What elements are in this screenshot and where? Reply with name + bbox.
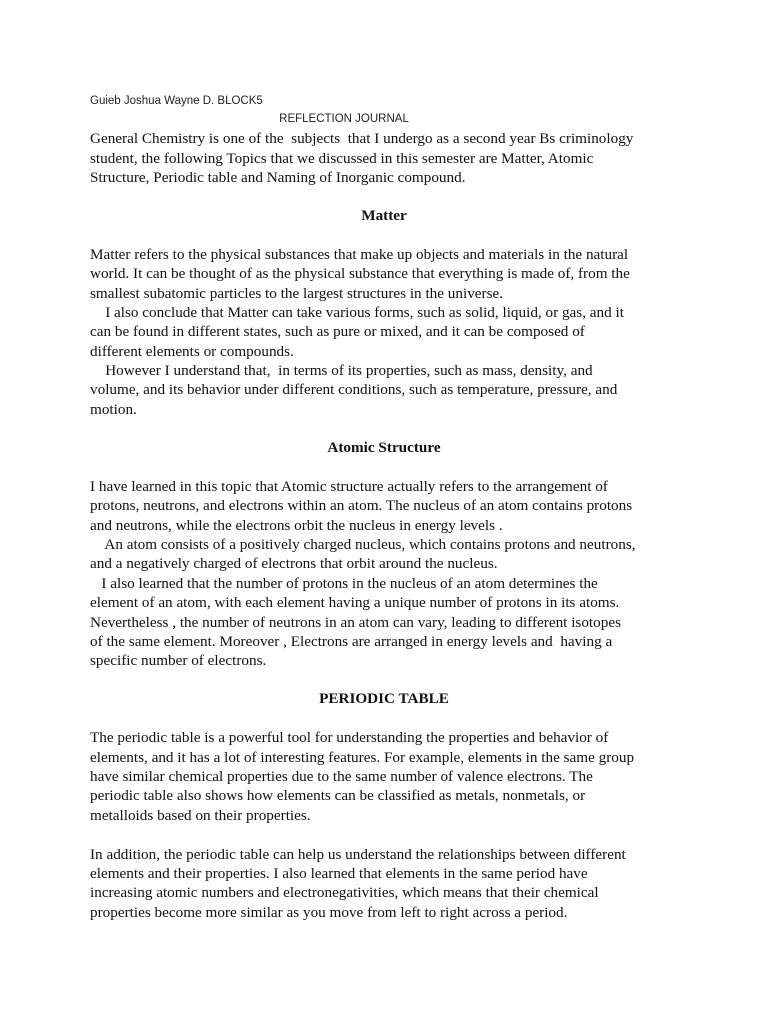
section-heading-atomic-structure: Atomic Structure	[327, 439, 441, 456]
paragraph-line: world. It can be thought of as the physical substance that everything is made of, from the	[90, 265, 630, 282]
paragraph-line: periodic table also shows how elements can be classified as metals, nonmetals, or	[90, 787, 586, 804]
paragraph-line: protons, neutrons, and electrons within an atom. The nucleus of an atom contains protons	[90, 497, 633, 514]
paragraph-line: Matter refers to the physical substances that make up objects and materials in the natural	[90, 246, 629, 263]
document-subtitle: REFLECTION JOURNAL	[279, 113, 409, 125]
section-heading-matter: Matter	[361, 207, 407, 224]
paragraph-line: of the same element. Moreover , Electrons are arranged in energy levels and having a	[90, 633, 613, 650]
intro-line: Structure, Periodic table and Naming of Inorganic compound.	[90, 169, 466, 186]
paragraph-line: elements, and it has a lot of interesting features. For example, elements in the same group	[90, 749, 635, 766]
paragraph-line: and a negatively charged of electrons that orbit around the nucleus.	[90, 555, 498, 572]
paragraph-line: smallest subatomic particles to the largest structures in the universe.	[90, 285, 504, 302]
paragraph-line: I have learned in this topic that Atomic structure actually refers to the arrangement of	[90, 478, 608, 495]
author-line: Guieb Joshua Wayne D. BLOCK5	[90, 95, 263, 107]
paragraph-line: specific number of electrons.	[90, 652, 267, 669]
intro-line: General Chemistry is one of the subjects that I undergo as a second year Bs criminology	[90, 130, 634, 147]
paragraph-line: The periodic table is a powerful tool for understanding the properties and behavior of	[90, 729, 609, 746]
paragraph-line: volume, and its behavior under different conditions, such as temperature, pressure, and	[90, 381, 618, 398]
paragraph-line: motion.	[90, 401, 137, 418]
paragraph-line: different elements or compounds.	[90, 343, 294, 360]
paragraph-line: increasing atomic numbers and electronegativities, which means that their chemical	[90, 884, 599, 901]
paragraph-line: metalloids based on their properties.	[90, 807, 311, 824]
paragraph-line: However I understand that, in terms of its properties, such as mass, density, and	[90, 362, 593, 379]
paragraph-line: properties become more similar as you move from left to right across a period.	[90, 904, 568, 921]
paragraph-line: In addition, the periodic table can help us understand the relationships between different	[90, 846, 626, 863]
section-heading-periodic-table: PERIODIC TABLE	[319, 690, 449, 707]
paragraph-line: Nevertheless , the number of neutrons in an atom can vary, leading to different isotopes	[90, 614, 621, 631]
paragraph-line: have similar chemical properties due to the same number of valence electrons. The	[90, 768, 593, 785]
paragraph-line: I also conclude that Matter can take various forms, such as solid, liquid, or gas, and it	[90, 304, 624, 321]
paragraph-line: can be found in different states, such as pure or mixed, and it can be composed of	[90, 323, 585, 340]
intro-line: student, the following Topics that we discussed in this semester are Matter, Atomic	[90, 150, 594, 167]
paragraph-line: An atom consists of a positively charged nucleus, which contains protons and neutrons,	[90, 536, 636, 553]
paragraph-line: I also learned that the number of protons in the nucleus of an atom determines the	[90, 575, 598, 592]
paragraph-line: elements and their properties. I also learned that elements in the same period have	[90, 865, 588, 882]
paragraph-line: element of an atom, with each element having a unique number of protons in its atoms.	[90, 594, 620, 611]
paragraph-line: and neutrons, while the electrons orbit the nucleus in energy levels .	[90, 517, 503, 534]
